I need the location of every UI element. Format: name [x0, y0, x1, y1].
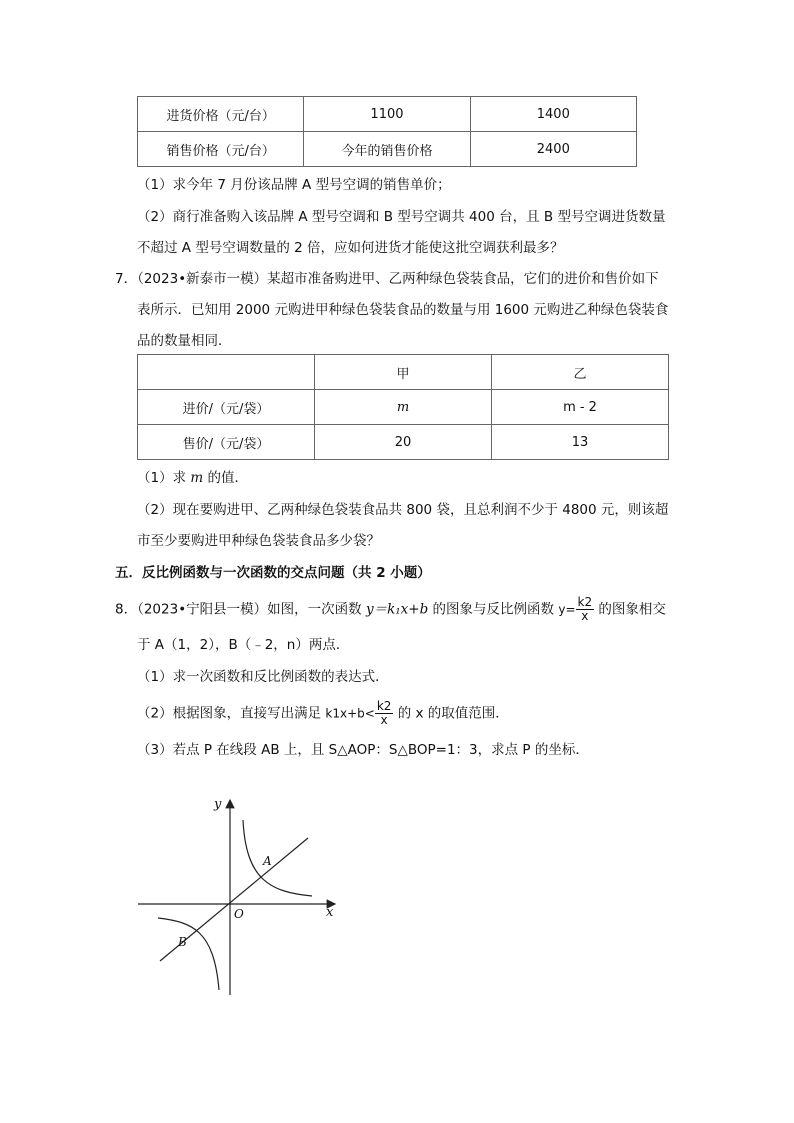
q8-line2: 于 A（1，2），B（﹣2，n）两点．: [137, 637, 350, 653]
text-span: （2）根据图象，直接写出满足: [137, 705, 326, 722]
table-row: [138, 390, 669, 425]
fraction-numerator: k2: [376, 699, 392, 713]
y-axis-label: y: [214, 797, 222, 812]
q7-part1: [137, 466, 248, 486]
origin-label: O: [234, 907, 244, 921]
table-cell: 今年的销售价格: [304, 132, 470, 167]
q8-part1: （1）求一次函数和反比例函数的表达式．: [137, 669, 389, 685]
price-table-q7: [137, 354, 669, 460]
table-cell: m - 2: [492, 390, 669, 425]
point-b-label: B: [178, 935, 187, 949]
section-title: 五．反比例函数与一次函数的交点问题（共 2 小题）: [115, 565, 431, 581]
q6-part1: （1）求今年 7 月份该品牌 A 型号空调的销售单价；: [137, 177, 451, 193]
point-a-label: A: [263, 854, 272, 868]
math-variable: m: [190, 470, 204, 486]
q8-part3: （3）若点 P 在线段 AB 上，且 S△AOP：S△BOP=1：3，求点 P 的坐标．: [137, 742, 589, 758]
table-row: [138, 425, 669, 460]
q6-part2-line2: 不超过 A 型号空调数量的 2 倍，应如何进货才能使这批空调获利最多？: [137, 240, 564, 256]
table-cell: 2400: [470, 132, 636, 167]
x-axis-label: x: [326, 905, 334, 920]
fraction-denominator: x: [380, 713, 388, 727]
text-span: 的图象与反比例函数: [428, 601, 559, 618]
q7-part2-line2: 市至少要购进甲种绿色袋装食品多少袋？: [137, 533, 380, 549]
q8-part2: [137, 700, 509, 727]
table-cell: [138, 355, 315, 390]
fraction: [375, 700, 394, 727]
q8-line1: [115, 596, 666, 623]
table-cell: 20: [315, 425, 492, 460]
text-span: （1）求: [137, 470, 191, 486]
table-row: [138, 132, 637, 167]
fraction-numerator: k2: [577, 595, 593, 609]
hyperbola-branch-q1: [243, 820, 312, 896]
q6-part2-line1: （2）商行准备购入该品牌 A 型号空调和 B 型号空调共 400 台，且 B 型号空调进货数量: [137, 209, 666, 225]
fraction-denominator: x: [581, 609, 589, 623]
table-cell: 1100: [304, 97, 470, 132]
table-row: [138, 97, 637, 132]
q7-line2: 表所示．已知用 2000 元购进甲种绿色袋装食品的数量与用 1600 元购进乙种绿色袋装食: [137, 302, 669, 318]
table-cell: 销售价格（元/台）: [138, 132, 304, 167]
table-cell: 进价/（元/袋）: [138, 390, 315, 425]
fraction: [576, 596, 595, 623]
q7-line3: 品的数量相同．: [137, 333, 232, 349]
math-expression: y＝k₁x+b: [365, 601, 429, 618]
text-span: 8．（2023•宁阳县一模）如图，一次函数: [115, 601, 366, 618]
table-cell: 进货价格（元/台）: [138, 97, 304, 132]
text-span: 的 x 的取值范围．: [393, 705, 509, 722]
math-expression: k1x+b<: [325, 706, 375, 721]
table-cell: 甲: [315, 355, 492, 390]
hyperbola-branch-q3: [158, 918, 219, 990]
math-expression: y=: [558, 602, 576, 617]
q7-part2-line1: （2）现在要购进甲、乙两种绿色袋装食品共 800 袋，且总利润不少于 4800 元，则该超: [137, 502, 669, 518]
table-cell: 1400: [470, 97, 636, 132]
table-cell: 售价/（元/袋）: [138, 425, 315, 460]
text-span: 的值．: [203, 470, 248, 486]
price-table-q6: [137, 96, 637, 167]
q7-line1: 7．（2023•新泰市一模）某超市准备购进甲、乙两种绿色袋装食品，它们的进价和售价如下: [115, 271, 659, 287]
table-row: [138, 355, 669, 390]
table-cell: m: [315, 390, 492, 425]
table-cell: 13: [492, 425, 669, 460]
text-span: 的图象相交: [594, 601, 666, 618]
table-cell: 乙: [492, 355, 669, 390]
function-graph: [130, 790, 370, 1010]
